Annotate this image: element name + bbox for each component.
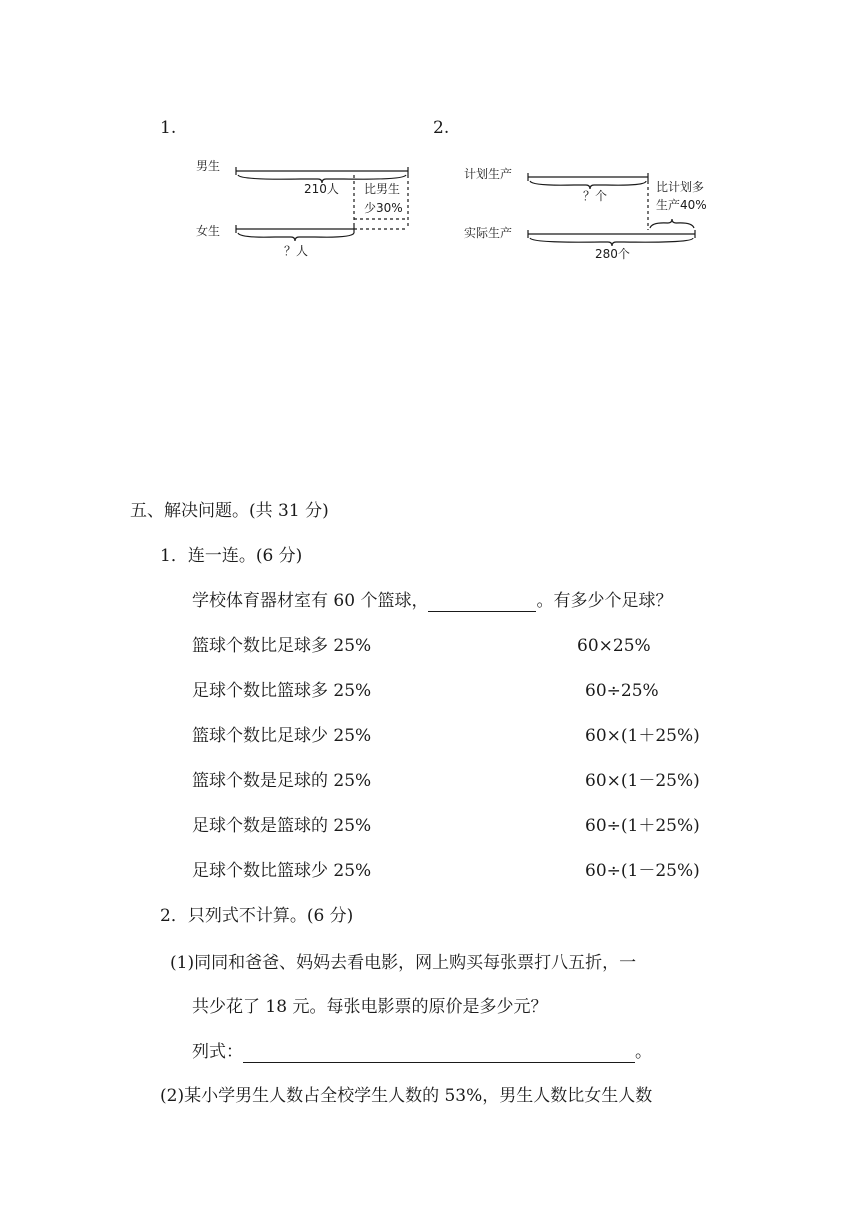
formula-answer-blank[interactable] [243, 1042, 635, 1063]
note-plan-line2: 生产40% [656, 198, 707, 212]
q1-right-item[interactable]: 60×25% [577, 636, 651, 656]
q1-title: 1．连一连。(6 分) [160, 546, 303, 566]
q1-left-item[interactable]: 篮球个数比足球少 25% [192, 726, 372, 746]
q1-left-item[interactable]: 篮球个数是足球的 25% [192, 771, 372, 791]
q1-right-item[interactable]: 60÷25% [585, 681, 659, 701]
q1-right-item[interactable]: 60×(1－25%) [585, 771, 700, 791]
value-boys: 210人 [304, 182, 339, 196]
value-actual: 280个 [595, 247, 630, 261]
q2-formula [192, 1041, 652, 1063]
label-plan: 计划生产 [464, 167, 513, 181]
q1-stem-after: 。有多少个足球？ [536, 591, 673, 611]
value-plan: ？个 [583, 189, 608, 203]
q1-stem [192, 590, 672, 612]
formula-label: 列式： [192, 1042, 243, 1062]
q1-right-item[interactable]: 60×(1＋25%) [585, 726, 700, 746]
q1-right-item[interactable]: 60÷(1＋25%) [585, 816, 700, 836]
q2-part2-line1: (2)某小学男生人数占全校学生人数的 53%，男生人数比女生人数 [160, 1086, 653, 1106]
q1-stem-before: 学校体育器材室有 60 个篮球， [192, 591, 429, 611]
section-heading: 五、解决问题。(共 31 分) [130, 501, 329, 521]
q1-left-item[interactable]: 足球个数比篮球少 25% [192, 861, 372, 881]
note-boys-line2: 少30% [364, 201, 403, 215]
q2-part1-line2: 共少花了 18 元。每张电影票的原价是多少元？ [192, 997, 548, 1017]
q1-left-item[interactable]: 足球个数是篮球的 25% [192, 816, 372, 836]
q1-stem-blank[interactable] [428, 591, 536, 612]
note-plan-line1: 比计划多 [656, 180, 705, 194]
q1-left-item[interactable]: 足球个数比篮球多 25% [192, 681, 372, 701]
q2-title: 2．只列式不计算。(6 分) [160, 906, 354, 926]
note-boys-line1: 比男生 [364, 182, 401, 196]
formula-end: 。 [635, 1042, 652, 1062]
label-girls: 女生 [196, 224, 221, 238]
diagram2-number: 2. [433, 118, 450, 138]
label-boys: 男生 [196, 159, 221, 173]
q1-left-item[interactable]: 篮球个数比足球多 25% [192, 636, 372, 656]
label-actual: 实际生产 [464, 226, 513, 240]
value-girls: ？人 [284, 244, 309, 258]
q2-part1-line1: (1)同同和爸爸、妈妈去看电影，网上购买每张票打八五折，一 [170, 953, 637, 973]
q1-right-item[interactable]: 60÷(1－25%) [585, 861, 700, 881]
diagram1-number: 1. [160, 118, 177, 138]
